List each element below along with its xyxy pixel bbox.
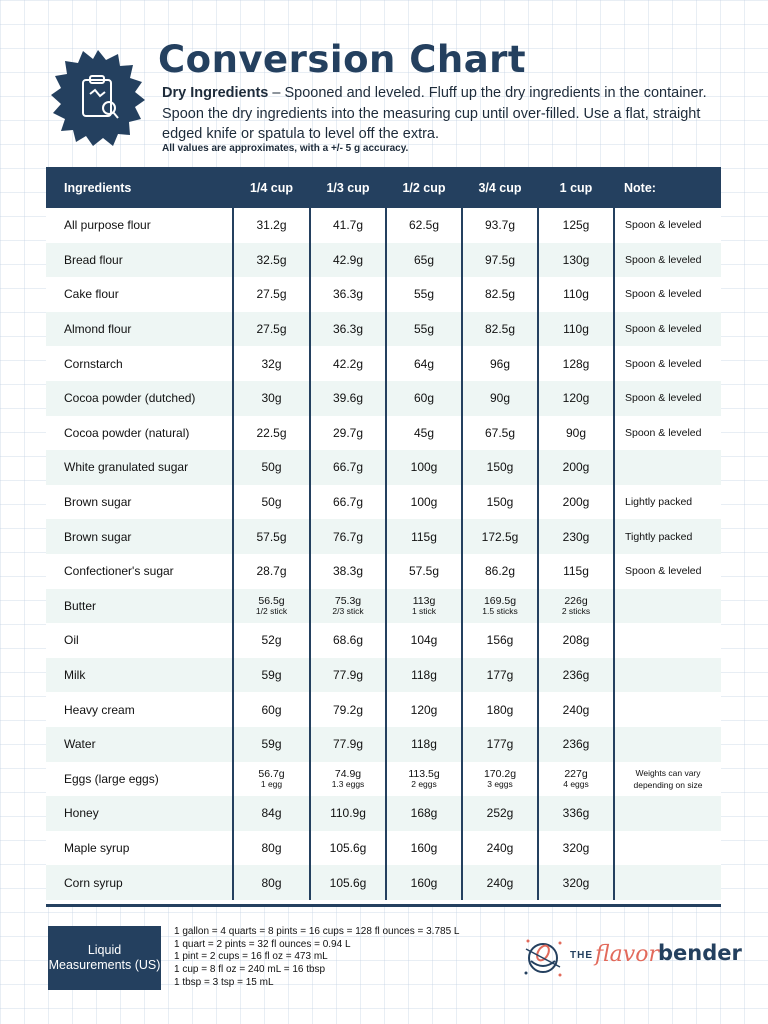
page-title: Conversion Chart (158, 38, 527, 81)
weight-cell: 200g (538, 485, 614, 520)
weight-sub-value: 2 eggs (411, 778, 437, 789)
weight-cell: 172.5g (462, 519, 538, 554)
weight-cell (462, 589, 538, 624)
weight-cell: 104g (386, 623, 462, 658)
weight-cell: 62.5g (386, 208, 462, 243)
ingredient-name: Cake flour (64, 287, 119, 302)
weight-cell: 80g (233, 831, 310, 866)
table-row (46, 658, 721, 693)
weight-cell: 150g (462, 450, 538, 485)
weight-cell: 160g (386, 865, 462, 900)
weight-cell (462, 762, 538, 797)
weight-cell: 79.2g (310, 692, 386, 727)
weight-cell: 68.6g (310, 623, 386, 658)
ingredient-name: Cocoa powder (dutched) (64, 391, 196, 406)
weight-cell: 236g (538, 727, 614, 762)
weight-cell: 96g (462, 346, 538, 381)
weight-sub-value: 2/3 stick (332, 605, 364, 616)
weight-value: 170.2g (483, 767, 517, 780)
weight-cell: 42.2g (310, 346, 386, 381)
ingredient-name: Bread flour (64, 252, 123, 267)
weight-cell (386, 589, 462, 624)
ingredient-name: Butter (64, 598, 97, 613)
logo-the: THE (570, 950, 593, 961)
note-cell: Spoon & leveled (614, 243, 721, 278)
weight-cell: 82.5g (462, 312, 538, 347)
liquid-measurements-title (48, 926, 161, 990)
table-row (46, 554, 721, 589)
weight-cell: 320g (538, 865, 614, 900)
ingredient-name: Brown sugar (64, 495, 132, 510)
weight-cell: 65g (386, 243, 462, 278)
weight-cell: 240g (538, 692, 614, 727)
weight-cell: 80g (233, 865, 310, 900)
table-row (46, 450, 721, 485)
logo-flavor: flavor (595, 942, 659, 967)
weight-cell: 105.6g (310, 865, 386, 900)
weight-cell: 32.5g (233, 243, 310, 278)
weight-cell: 77.9g (310, 658, 386, 693)
liquid-measurements-list (174, 926, 459, 990)
weight-sub-value: 4 eggs (563, 778, 589, 789)
table-row (46, 277, 721, 312)
conversion-table-container (46, 167, 721, 907)
weight-cell (538, 589, 614, 624)
weight-cell: 60g (386, 381, 462, 416)
weight-cell: 84g (233, 796, 310, 831)
note-cell: Tightly packed (614, 519, 721, 554)
weight-cell: 150g (462, 485, 538, 520)
table-header-row (46, 167, 721, 208)
weight-cell: 38.3g (310, 554, 386, 589)
weight-cell: 252g (462, 796, 538, 831)
weight-cell: 336g (538, 796, 614, 831)
note-cell: Lightly packed (614, 485, 721, 520)
weight-cell: 57.5g (233, 519, 310, 554)
table-row (46, 243, 721, 278)
weight-cell: 67.5g (462, 416, 538, 451)
weight-cell: 39.6g (310, 381, 386, 416)
note-cell: Weights can vary depending on size (614, 762, 721, 797)
weight-cell: 100g (386, 485, 462, 520)
weight-cell (310, 762, 386, 797)
clipboard-badge-icon (50, 50, 146, 146)
weight-cell: 110g (538, 277, 614, 312)
note-cell (614, 589, 721, 624)
weight-sub-value: 1 egg (260, 778, 283, 789)
weight-value: 75.3g (334, 594, 362, 607)
weight-cell: 240g (462, 831, 538, 866)
liquid-line: 1 pint = 2 cups = 16 fl oz = 473 mL (174, 951, 328, 963)
ingredient-name: All purpose flour (64, 218, 151, 233)
ingredient-name: Confectioner's sugar (64, 564, 174, 579)
weight-value: 113.5g (408, 767, 440, 780)
table-row (46, 796, 721, 831)
weight-cell: 180g (462, 692, 538, 727)
column-header: 1/2 cup (402, 180, 446, 195)
weight-cell: 160g (386, 831, 462, 866)
ingredient-name: Cocoa powder (natural) (64, 425, 190, 440)
weight-sub-value: 2 sticks (561, 605, 591, 616)
weight-cell: 41.7g (310, 208, 386, 243)
weight-value: 56.5g (258, 594, 285, 607)
weight-cell: 55g (386, 312, 462, 347)
liquid-line: 1 gallon = 4 quarts = 8 pints = 16 cups = 128 fl ounces = 3.785 L (174, 926, 460, 937)
note-cell: Spoon & leveled (614, 312, 721, 347)
weight-cell: 115g (538, 554, 614, 589)
weight-sub-value: 1.5 sticks (482, 605, 518, 616)
weight-cell: 76.7g (310, 519, 386, 554)
note-cell (614, 692, 721, 727)
weight-cell: 36.3g (310, 312, 386, 347)
table-row (46, 831, 721, 866)
note-cell (614, 865, 721, 900)
weight-cell: 52g (233, 623, 310, 658)
note-cell: Spoon & leveled (614, 416, 721, 451)
logo-bender: bender (658, 941, 742, 965)
weight-cell: 200g (538, 450, 614, 485)
weight-cell: 105.6g (310, 831, 386, 866)
weight-cell: 32g (233, 346, 310, 381)
weight-cell: 30g (233, 381, 310, 416)
weight-cell (310, 589, 386, 624)
weight-sub-value: 1/2 stick (255, 605, 288, 616)
weight-cell: 128g (538, 346, 614, 381)
weight-cell: 22.5g (233, 416, 310, 451)
note-cell (614, 623, 721, 658)
weight-cell: 168g (386, 796, 462, 831)
liquid-line: 1 tbsp = 3 tsp = 15 mL (174, 976, 274, 988)
weight-cell: 120g (386, 692, 462, 727)
intro-text (162, 83, 722, 145)
weight-cell: 100g (386, 450, 462, 485)
liquid-title-line1: Liquid (87, 943, 122, 957)
note-cell: Spoon & leveled (614, 554, 721, 589)
ingredient-name: Corn syrup (64, 875, 123, 890)
weight-cell: 27.5g (233, 277, 310, 312)
ingredient-name: Brown sugar (64, 529, 132, 544)
weight-cell: 57.5g (386, 554, 462, 589)
table-row (46, 623, 721, 658)
weight-cell: 42.9g (310, 243, 386, 278)
weight-cell: 230g (538, 519, 614, 554)
weight-cell: 110.9g (310, 796, 386, 831)
weight-cell: 118g (386, 658, 462, 693)
weight-cell (233, 589, 310, 624)
weight-cell: 59g (233, 727, 310, 762)
weight-cell: 115g (386, 519, 462, 554)
table-row (46, 416, 721, 451)
table-row (46, 762, 721, 797)
weight-cell: 60g (233, 692, 310, 727)
weight-cell: 120g (538, 381, 614, 416)
weight-cell (233, 762, 310, 797)
column-header: 1/4 cup (249, 180, 294, 195)
weight-cell: 236g (538, 658, 614, 693)
weight-cell: 59g (233, 658, 310, 693)
weight-value: 113g (412, 594, 436, 607)
weight-value: 74.9g (334, 767, 362, 780)
weight-cell (386, 762, 462, 797)
ingredient-name: Water (64, 737, 96, 752)
accuracy-note: All values are approximates, with a +/- 5 g accuracy. (162, 143, 409, 154)
column-header: 1 cup (559, 180, 593, 195)
weight-cell: 55g (386, 277, 462, 312)
table-body (46, 208, 721, 900)
table-row (46, 692, 721, 727)
weight-sub-value: 3 eggs (487, 778, 513, 789)
note-cell (614, 796, 721, 831)
flavor-bender-logo (520, 935, 742, 981)
table-row (46, 727, 721, 762)
ingredient-name: Eggs (large eggs) (64, 771, 159, 786)
weight-cell: 208g (538, 623, 614, 658)
weight-cell: 66.7g (310, 450, 386, 485)
note-cell (614, 658, 721, 693)
note-cell (614, 831, 721, 866)
weight-cell: 320g (538, 831, 614, 866)
weight-cell: 90g (462, 381, 538, 416)
ingredient-name: Milk (64, 668, 86, 683)
weight-cell: 156g (462, 623, 538, 658)
table-row (46, 312, 721, 347)
ingredient-name: Maple syrup (64, 840, 130, 855)
weight-value: 169.5g (483, 594, 517, 607)
column-header: 1/3 cup (326, 180, 370, 195)
ingredient-name: Oil (64, 633, 79, 648)
weight-cell: 240g (462, 865, 538, 900)
weight-cell: 31.2g (233, 208, 310, 243)
column-header: Note: (624, 180, 656, 195)
ingredient-name: Honey (64, 806, 99, 821)
ingredient-name: Heavy cream (64, 702, 135, 717)
weight-value: 227g (564, 767, 588, 780)
weight-value: 226g (564, 594, 588, 607)
weight-cell: 27.5g (233, 312, 310, 347)
weight-cell: 93.7g (462, 208, 538, 243)
weight-cell: 36.3g (310, 277, 386, 312)
weight-cell: 86.2g (462, 554, 538, 589)
weight-cell: 90g (538, 416, 614, 451)
weight-cell: 45g (386, 416, 462, 451)
weight-sub-value: 1.3 eggs (331, 778, 365, 789)
weight-cell: 64g (386, 346, 462, 381)
table-row (46, 346, 721, 381)
column-header: Ingredients (64, 180, 132, 195)
liquid-title-line2: Measurements (US) (48, 958, 161, 972)
intro-description: – Spooned and leveled. Fluff up the dry ingredients in the container. Spoon the dry ingredients into the measuring cup until over-filled. Use a flat, straight edged knife or spatula to level off the extra. (162, 85, 707, 142)
weight-cell: 50g (233, 450, 310, 485)
table-row (46, 208, 721, 243)
table-row (46, 485, 721, 520)
liquid-line: 1 quart = 2 pints = 32 fl ounces = 0.94 L (174, 938, 351, 950)
weight-sub-value: 1 stick (411, 605, 437, 616)
weight-cell: 125g (538, 208, 614, 243)
note-cell: Spoon & leveled (614, 208, 721, 243)
table-row (46, 589, 721, 624)
bowl-whisk-icon (520, 935, 566, 981)
weight-cell: 82.5g (462, 277, 538, 312)
note-cell (614, 727, 721, 762)
liquid-line: 1 cup = 8 fl oz = 240 mL = 16 tbsp (174, 964, 326, 976)
conversion-table (46, 167, 721, 900)
weight-cell: 130g (538, 243, 614, 278)
table-row (46, 519, 721, 554)
ingredient-name: White granulated sugar (64, 460, 189, 475)
intro-bold: Dry Ingredients (162, 85, 269, 101)
weight-cell: 28.7g (233, 554, 310, 589)
note-cell: Spoon & leveled (614, 346, 721, 381)
column-header: 3/4 cup (478, 180, 522, 195)
weight-cell: 177g (462, 727, 538, 762)
weight-cell: 177g (462, 658, 538, 693)
ingredient-name: Cornstarch (64, 356, 123, 371)
weight-cell: 77.9g (310, 727, 386, 762)
weight-cell: 118g (386, 727, 462, 762)
note-cell: Spoon & leveled (614, 277, 721, 312)
weight-value: 56.7g (258, 767, 285, 780)
table-row (46, 865, 721, 900)
weight-cell (538, 762, 614, 797)
weight-cell: 110g (538, 312, 614, 347)
weight-cell: 97.5g (462, 243, 538, 278)
note-cell: Spoon & leveled (614, 381, 721, 416)
weight-cell: 50g (233, 485, 310, 520)
weight-cell: 66.7g (310, 485, 386, 520)
ingredient-name: Almond flour (64, 322, 132, 337)
table-row (46, 381, 721, 416)
weight-cell: 29.7g (310, 416, 386, 451)
note-cell (614, 450, 721, 485)
